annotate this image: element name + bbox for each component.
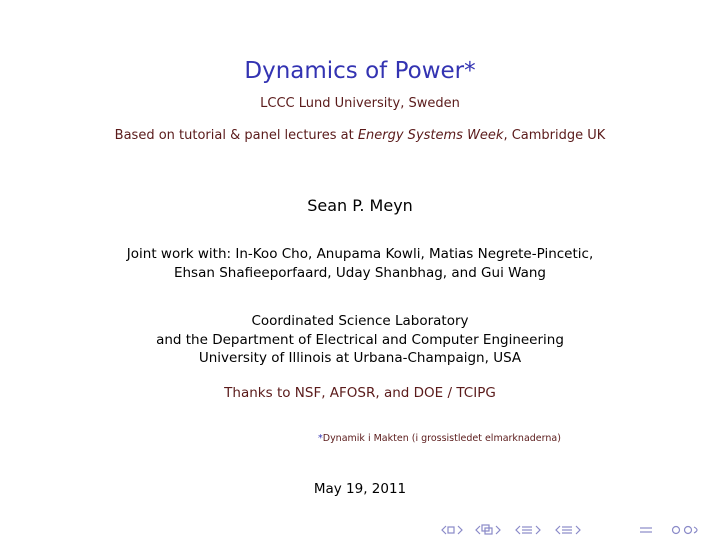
author-name: Sean P. Meyn	[307, 196, 413, 215]
institution-line-3: University of Illinois at Urbana-Champaign, USA	[198, 350, 522, 366]
joint-work-line-2: Ehsan Shafieeporfaard, Uday Shanbhag, and Gui Wang	[173, 265, 547, 281]
footnote	[318, 433, 561, 444]
footnote-star: *	[318, 433, 323, 444]
nav-slide-prev-icon[interactable]	[556, 526, 572, 534]
joint-work-line-1: Joint work with: In-Koo Cho, Anupama Kowli, Matias Negrete-Pincetic,	[126, 246, 594, 262]
nav-frame-prev-icon[interactable]	[442, 526, 454, 534]
institution-line-1: Coordinated Science Laboratory	[251, 313, 469, 329]
thanks-line: Thanks to NSF, AFOSR, and DOE / TCIPG	[224, 385, 496, 401]
nav-frame-next-icon[interactable]	[458, 526, 462, 534]
nav-subsection-next-icon[interactable]	[496, 526, 500, 534]
based-on-prefix: Based on tutorial & panel lectures at	[114, 128, 358, 143]
beamer-navigation-bar	[440, 522, 710, 538]
nav-align-icon[interactable]	[640, 528, 652, 532]
nav-search-icon[interactable]	[673, 527, 698, 534]
based-on-line	[0, 128, 720, 143]
nav-subsection-prev-icon[interactable]	[476, 525, 492, 534]
nav-section-next-icon[interactable]	[536, 526, 540, 534]
footnote-text: Dynamik i Makten (i grossistledet elmarknaderna)	[322, 433, 561, 444]
nav-slide-next-icon[interactable]	[576, 526, 580, 534]
institution-line-2: and the Department of Electrical and Computer Engineering	[156, 332, 564, 348]
based-on-event: Energy Systems Week	[357, 128, 504, 143]
nav-section-prev-icon[interactable]	[516, 526, 532, 534]
based-on-suffix: , Cambridge UK	[503, 128, 606, 143]
presentation-date: May 19, 2011	[313, 481, 407, 497]
slide-subtitle: LCCC Lund University, Sweden	[260, 96, 460, 111]
slide-title: Dynamics of Power*	[244, 58, 476, 84]
